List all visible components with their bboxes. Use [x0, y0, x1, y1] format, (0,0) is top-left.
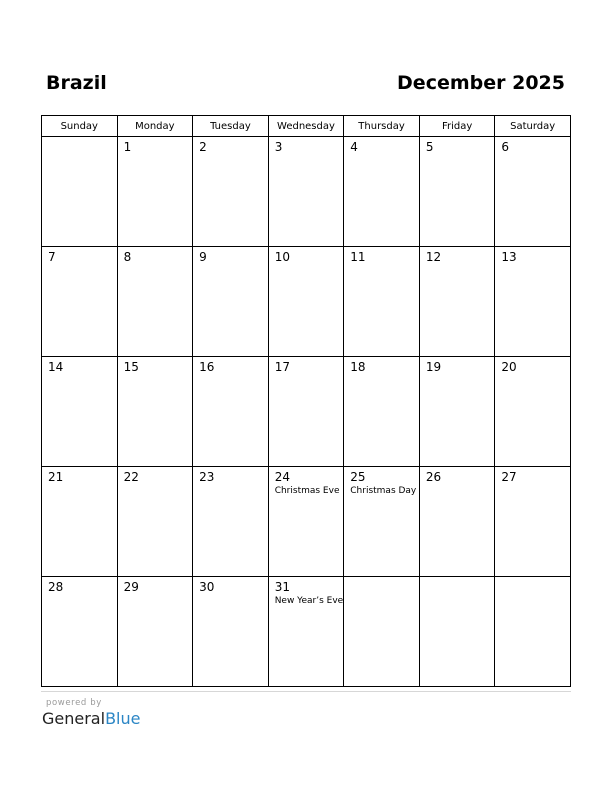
day-number: 7 — [48, 250, 56, 264]
day-number: 27 — [501, 470, 517, 484]
day-number: 22 — [123, 470, 139, 484]
day-cell — [42, 577, 118, 687]
day-number: 17 — [274, 360, 290, 374]
day-cell — [419, 467, 495, 577]
week-row — [42, 247, 571, 357]
day-cell — [419, 247, 495, 357]
day-cell — [495, 247, 571, 357]
day-number: 16 — [199, 360, 215, 374]
day-cell — [268, 247, 344, 357]
day-number — [495, 577, 570, 581]
day-number: 8 — [123, 250, 132, 264]
logo-blue: Blue — [105, 709, 141, 728]
country-title: Brazil — [46, 72, 107, 94]
day-cell — [193, 577, 269, 687]
week-row — [42, 467, 571, 577]
day-number: 20 — [501, 360, 517, 374]
day-number: 14 — [48, 360, 64, 374]
day-cell — [42, 357, 118, 467]
day-cell — [117, 137, 193, 247]
day-cell — [344, 467, 420, 577]
day-number: 9 — [199, 250, 207, 264]
day-cell — [117, 577, 193, 687]
day-number: 4 — [350, 140, 358, 154]
day-cell — [42, 247, 118, 357]
day-cell — [117, 247, 193, 357]
week-row — [42, 357, 571, 467]
day-cell — [117, 357, 193, 467]
weekday-tuesday: Tuesday — [193, 116, 269, 137]
day-cell — [268, 577, 344, 687]
day-number: 13 — [501, 250, 517, 264]
day-number: 2 — [199, 140, 207, 154]
day-number: 10 — [274, 250, 290, 264]
weekday-friday: Friday — [419, 116, 495, 137]
day-cell — [344, 247, 420, 357]
day-number: 15 — [123, 360, 139, 374]
day-number: 30 — [199, 580, 215, 594]
day-number: 1 — [123, 140, 132, 154]
day-cell — [344, 137, 420, 247]
day-cell — [42, 467, 118, 577]
day-number: 24 — [274, 470, 290, 484]
calendar-body — [42, 137, 571, 687]
weekday-thursday: Thursday — [344, 116, 420, 137]
day-cell — [495, 357, 571, 467]
weekday-monday: Monday — [117, 116, 193, 137]
week-row — [42, 137, 571, 247]
day-number: 28 — [48, 580, 64, 594]
day-cell — [193, 247, 269, 357]
day-number: 25 — [350, 470, 366, 484]
day-number: 12 — [425, 250, 442, 264]
day-cell — [42, 137, 118, 247]
generalblue-logo — [42, 709, 140, 728]
day-number: 23 — [199, 470, 215, 484]
day-cell — [344, 577, 420, 687]
day-cell — [495, 137, 571, 247]
day-number: 6 — [501, 140, 510, 154]
week-row — [42, 577, 571, 687]
holiday-label: Christmas Day — [350, 486, 417, 496]
month-title: December 2025 — [397, 72, 565, 94]
day-number: 31 — [274, 580, 290, 594]
holiday-label: New Year’s Eve — [274, 596, 344, 606]
day-number: 11 — [350, 250, 366, 264]
logo-general: General — [42, 709, 106, 728]
day-number: 5 — [425, 140, 434, 154]
day-cell — [268, 357, 344, 467]
weekday-wednesday: Wednesday — [268, 116, 344, 137]
day-cell — [419, 357, 495, 467]
powered-by-text: powered by — [46, 698, 102, 708]
weekday-sunday: Sunday — [42, 116, 118, 137]
calendar-grid — [41, 115, 571, 687]
day-number — [42, 137, 117, 141]
holiday-label: Christmas Eve — [274, 486, 340, 496]
day-cell — [193, 357, 269, 467]
day-cell — [268, 467, 344, 577]
day-number: 18 — [350, 360, 366, 374]
weekday-header-row — [42, 116, 571, 137]
day-cell — [419, 577, 495, 687]
weekday-saturday: Saturday — [495, 116, 571, 137]
day-cell — [193, 467, 269, 577]
day-cell — [268, 137, 344, 247]
day-cell — [193, 137, 269, 247]
day-number: 19 — [425, 360, 442, 374]
day-cell — [344, 357, 420, 467]
day-number: 21 — [48, 470, 64, 484]
day-cell — [495, 467, 571, 577]
footer-divider — [41, 691, 571, 692]
day-cell — [495, 577, 571, 687]
day-cell — [419, 137, 495, 247]
day-number: 3 — [274, 140, 283, 154]
day-cell — [117, 467, 193, 577]
day-number — [420, 577, 495, 581]
day-number — [344, 577, 419, 581]
day-number: 29 — [123, 580, 139, 594]
day-number: 26 — [425, 470, 442, 484]
